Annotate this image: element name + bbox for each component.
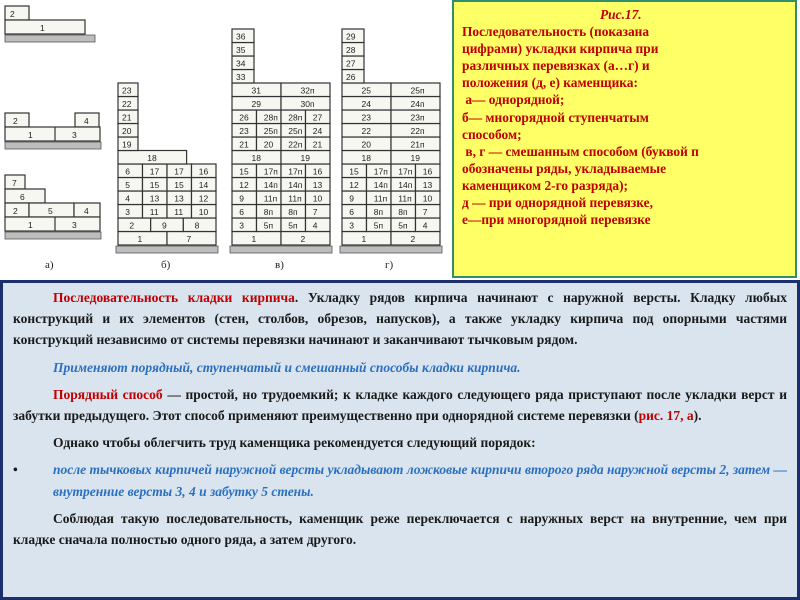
brick-number: 23 <box>361 112 371 123</box>
brick-number: 20 <box>122 126 132 136</box>
bullet-icon: • <box>13 462 18 478</box>
brick-number: 18 <box>361 153 371 163</box>
brick-number: 11п <box>398 193 412 204</box>
brick-number: 29 <box>346 31 356 42</box>
brick-diagrams <box>0 0 452 278</box>
brick-number: 28 <box>346 45 356 55</box>
brick-laying-figure <box>0 0 452 278</box>
brick-number: 35 <box>236 45 246 55</box>
brick-number: 17 <box>149 166 160 177</box>
brick-number: 7 <box>186 234 192 244</box>
caption-line: е—при многорядной перевязке <box>462 212 651 228</box>
brick-number: 6 <box>349 207 354 217</box>
brick-number: 27 <box>312 112 323 123</box>
brick-number: 19 <box>122 139 132 150</box>
brick-number: 2 <box>129 220 135 231</box>
brick-number: 5п <box>263 220 274 231</box>
brick-number: 18 <box>147 153 157 163</box>
brick-number: 24 <box>312 126 323 136</box>
caption-line: д — при однорядной перевязке, <box>462 195 653 211</box>
brick-number: 5 <box>125 180 130 190</box>
brick-number: 4 <box>125 193 130 204</box>
svg-text:2: 2 <box>13 116 18 126</box>
diagram-v <box>230 29 332 271</box>
brick-number: 3 <box>349 220 354 231</box>
brick-number: 16 <box>312 166 323 177</box>
brick-number: 17п <box>373 166 388 177</box>
brick-number: 2 <box>300 234 306 244</box>
brick-number: 15 <box>174 180 184 190</box>
brick-number: 4 <box>312 220 318 231</box>
brick-number: 17п <box>398 166 413 177</box>
brick-number: 15 <box>149 180 160 190</box>
brick-number: 17 <box>174 166 184 177</box>
brick-number: 6 <box>239 207 244 217</box>
brick-number: 17п <box>263 166 278 177</box>
caption-line: способом; <box>462 126 522 142</box>
brick-number: 9 <box>239 193 244 204</box>
brick-number: 16 <box>422 166 433 177</box>
brick-number: 8п <box>373 207 384 217</box>
brick-number: 8п <box>263 207 274 217</box>
caption-line: а— однорядной; <box>462 92 565 108</box>
brick-number: 12 <box>239 180 249 190</box>
figure-ref-link[interactable]: рис. 17, а <box>638 408 694 424</box>
brick-number: 34 <box>236 58 246 69</box>
brick-number: 20 <box>361 139 371 150</box>
label-g: г) <box>385 259 394 271</box>
brick-number: 13 <box>149 193 160 204</box>
brick-number: 22 <box>122 99 132 109</box>
brick-number: 13 <box>312 180 323 190</box>
brick-number: 1 <box>361 234 367 244</box>
brick-number: 14п <box>288 180 303 190</box>
brick-number: 26 <box>346 72 356 82</box>
brick-number: 25п <box>410 85 425 96</box>
brick-number: 14п <box>398 180 413 190</box>
brick-number: 16 <box>198 166 209 177</box>
brick-number: 26 <box>239 112 249 123</box>
brick-number: 10 <box>198 207 209 217</box>
brick-number: 5п <box>373 220 384 231</box>
caption-line: каменщиком 2-го разряда); <box>462 177 629 193</box>
brick-number: 33 <box>236 72 246 82</box>
brick-number: 23п <box>410 112 425 123</box>
paragraph-methods: Применяют порядный, ступенчатый и смешанный способы кладки кирпича. <box>53 359 521 375</box>
term-sequence: Последовательность кладки кирпича <box>53 290 295 305</box>
brick-number: 22п <box>288 139 303 150</box>
svg-text:2: 2 <box>10 9 15 19</box>
brick-number: 20 <box>263 139 274 150</box>
brick-number: 7 <box>312 207 318 217</box>
brick-number: 4 <box>422 220 428 231</box>
brick-number: 10 <box>312 193 323 204</box>
brick-number: 31 <box>251 85 261 96</box>
diagram-b <box>116 83 218 271</box>
brick-number: 21 <box>312 139 323 150</box>
brick-number: 29 <box>251 99 261 109</box>
brick-number: 32п <box>300 85 315 96</box>
svg-text:2: 2 <box>13 206 18 216</box>
brick-number: 8п <box>398 207 408 217</box>
caption-line: б— многорядной ступенчатым <box>462 109 649 125</box>
brick-number: 28п <box>263 112 278 123</box>
brick-number: 10 <box>422 193 433 204</box>
paragraph-conclusion: Соблюдая такую последовательность, каменщик реже переключается с наружных верст на внутренние, чем при кладке сначала полностью одного ряда, а затем другого. <box>13 510 787 548</box>
brick-number: 11 <box>174 207 184 217</box>
brick-number: 19 <box>300 153 310 163</box>
svg-text:3: 3 <box>72 130 77 140</box>
paragraph-row-method: Порядный способ — простой, но трудоемкий; к кладке каждого следующего ряда приступают после укладки верст и забутки предыдущего. Этот способ применяют преимущественно при однорядной системе перевязки (рис. 17, а). <box>13 386 787 424</box>
brick-number: 8 <box>194 220 200 231</box>
svg-text:5: 5 <box>48 206 53 216</box>
brick-number: 5п <box>288 220 298 231</box>
label-v: в) <box>275 259 284 271</box>
brick-number: 25 <box>361 85 371 96</box>
brick-number: 5п <box>398 220 408 231</box>
caption-title: Рис.17. <box>600 7 642 22</box>
caption-line: Последовательность (показана <box>462 24 650 40</box>
svg-text:1: 1 <box>28 130 33 140</box>
svg-text:1: 1 <box>28 220 33 230</box>
bullet-item: • после тычковых кирпичей наружной версты укладывают ложковые кирпичи второго ряда наружной версты 2, затем — внутренние версты 3, 4 и забутку 5 стены. <box>13 459 787 501</box>
caption-line: положения (д, е) каменщика: <box>462 75 638 91</box>
svg-text:7: 7 <box>12 178 17 188</box>
svg-text:3: 3 <box>72 220 77 230</box>
brick-number: 11 <box>149 207 159 217</box>
brick-number: 23 <box>239 126 249 136</box>
brick-number: 1 <box>137 234 143 244</box>
brick-number: 13 <box>422 180 433 190</box>
diagram-g <box>340 29 442 271</box>
brick-number: 8п <box>288 207 298 217</box>
brick-number: 18 <box>251 153 261 163</box>
brick-number: 24 <box>361 99 371 109</box>
brick-number: 1 <box>251 234 257 244</box>
paragraph-order: Однако чтобы облегчить труд каменщика рекомендуется следующий порядок: <box>53 435 536 451</box>
paragraph-intro: Последовательность кладки кирпича. Укладку рядов кирпича начинают с наружной версты. Кладку любых конструкций и их элементов (стен, столбов, обрезов, напусков), а также укладку кирпича под опорными частями конструкций независимо от системы перевязки начинают и заканчивают тычковым рядом. <box>13 290 787 348</box>
brick-number: 28п <box>288 112 303 123</box>
brick-number: 12 <box>198 193 209 204</box>
brick-number: 22п <box>410 126 425 136</box>
brick-number: 36 <box>236 31 246 42</box>
caption-line: обозначены ряды, укладываемые <box>462 160 667 176</box>
brick-number: 19 <box>410 153 420 163</box>
brick-number: 23 <box>122 85 132 96</box>
svg-text:4: 4 <box>84 206 89 216</box>
brick-number: 30п <box>300 99 315 109</box>
brick-number: 13 <box>174 193 184 204</box>
svg-text:4: 4 <box>84 116 89 126</box>
svg-text:6: 6 <box>20 192 25 202</box>
label-a: а) <box>45 259 54 271</box>
brick-number: 3 <box>239 220 244 231</box>
brick-number: 21п <box>410 139 425 150</box>
brick-number: 24п <box>410 99 425 109</box>
brick-number: 9 <box>349 193 354 204</box>
term-row-method: Порядный способ <box>53 386 163 402</box>
label-b: б) <box>161 259 171 271</box>
caption-line: различных перевязках (а…г) и <box>462 58 650 74</box>
text-panel <box>0 280 800 600</box>
brick-number: 14 <box>198 180 209 190</box>
caption-line: цифрами) укладки кирпича при <box>462 41 659 57</box>
brick-number: 21 <box>239 139 249 150</box>
svg-text:1: 1 <box>40 23 45 33</box>
brick-number: 25п <box>288 126 303 136</box>
brick-number: 9 <box>162 220 167 231</box>
brick-number: 11п <box>263 193 278 204</box>
brick-number: 11п <box>373 193 388 204</box>
brick-number: 15 <box>349 166 359 177</box>
brick-number: 14п <box>263 180 278 190</box>
diagram-a <box>5 6 101 271</box>
brick-number: 11п <box>288 193 302 204</box>
brick-number: 17п <box>288 166 303 177</box>
brick-number: 14п <box>373 180 388 190</box>
brick-number: 2 <box>410 234 416 244</box>
brick-number: 22 <box>361 126 371 136</box>
brick-number: 15 <box>239 166 249 177</box>
brick-number: 6 <box>125 166 130 177</box>
brick-number: 25п <box>263 126 278 136</box>
brick-number: 21 <box>122 112 132 123</box>
brick-number: 7 <box>422 207 428 217</box>
brick-number: 27 <box>346 58 356 69</box>
figure-caption <box>452 0 797 278</box>
brick-number: 3 <box>125 207 130 217</box>
caption-line: в, г — смешанным способом (буквой п <box>462 143 699 159</box>
brick-number: 12 <box>349 180 359 190</box>
